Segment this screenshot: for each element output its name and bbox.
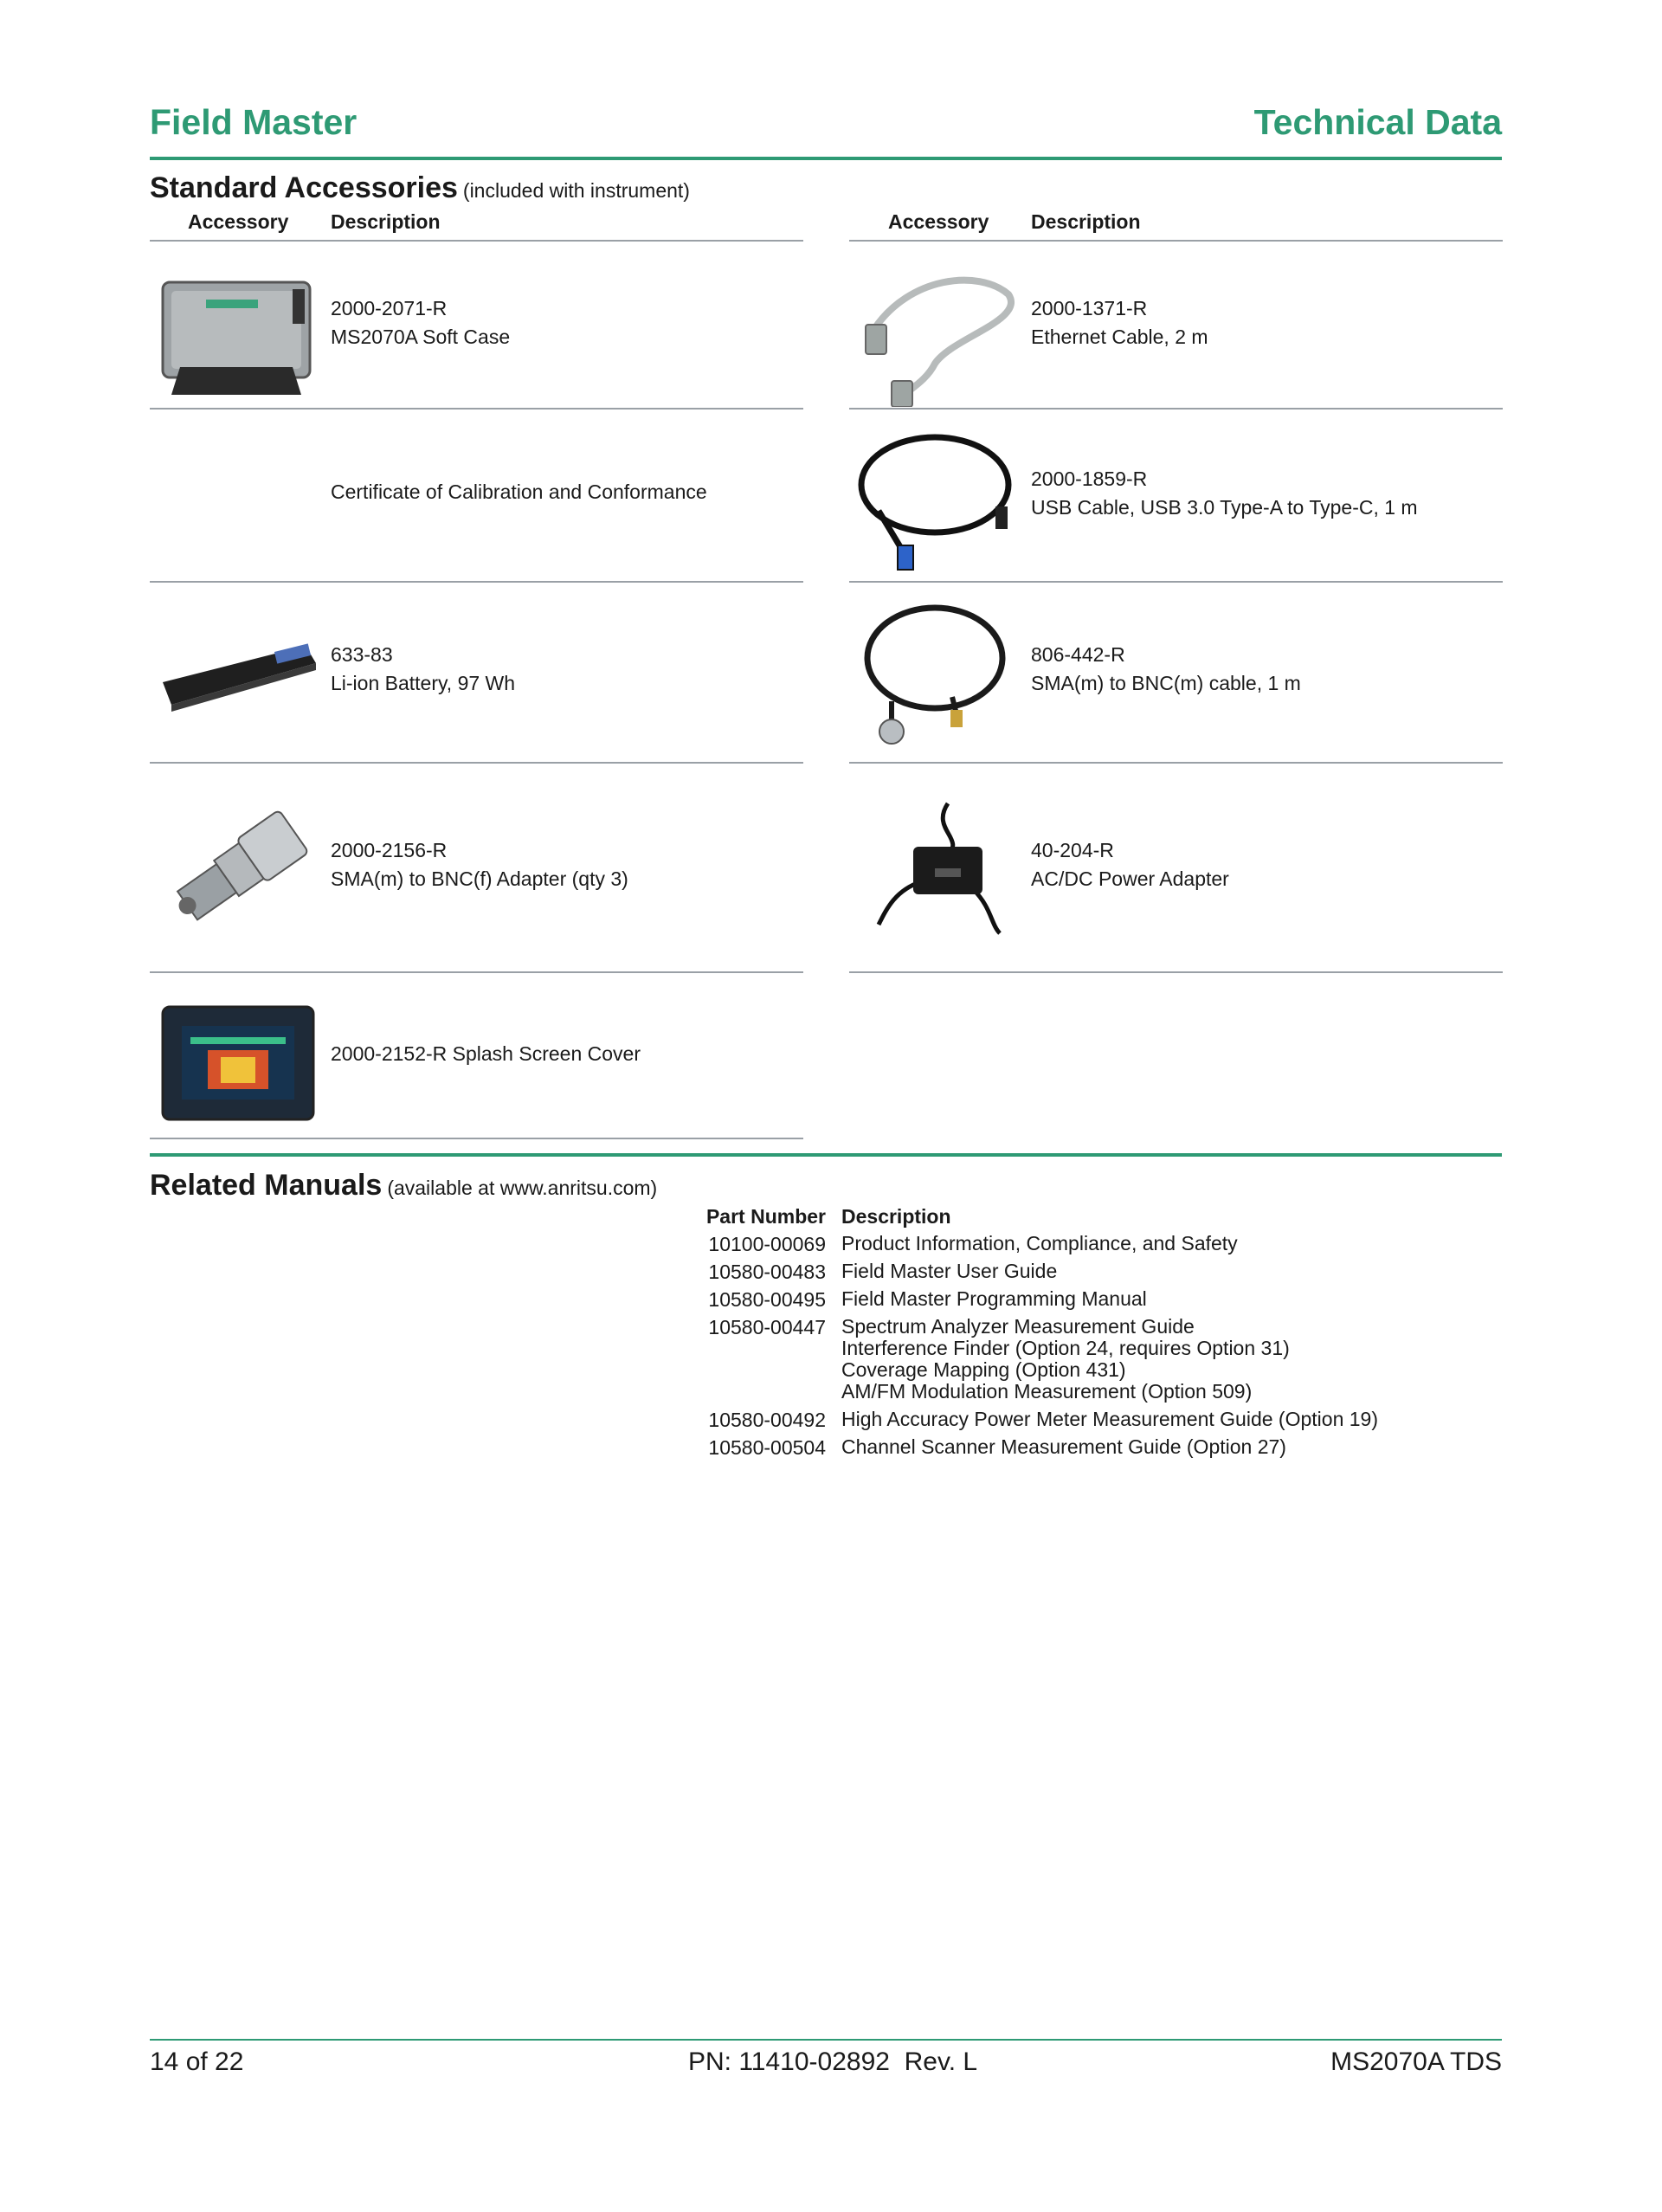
footer-doc-id: MS2070A TDS [1330, 2048, 1502, 2076]
manual-row-4-desc [841, 1316, 1290, 1403]
left-row-2-desc: Certificate of Calibration and Conformance [331, 480, 707, 503]
right-row-4-part: 40-204-R [1031, 839, 1114, 861]
header-right-title: Technical Data [1253, 102, 1502, 142]
manual-row-1-pn: 10100-00069 [708, 1233, 826, 1255]
coax-cable-image [857, 597, 1021, 745]
manuals-subtitle: (available at www.anritsu.com) [387, 1177, 658, 1199]
left-row-2-rule [150, 581, 803, 583]
manual-row-3-pn: 10580-00495 [708, 1288, 826, 1311]
left-row-4-desc: SMA(m) to BNC(f) Adapter (qty 3) [331, 867, 628, 890]
left-row-3-rule [150, 762, 803, 764]
left-row-3-text [331, 641, 515, 698]
right-row-3-part: 806-442-R [1031, 643, 1125, 666]
right-row-1-rule [849, 408, 1503, 410]
right-row-2-desc: USB Cable, USB 3.0 Type-A to Type-C, 1 m [1031, 496, 1418, 519]
ethernet-cable-image [857, 260, 1021, 407]
footer-page-number: 14 of 22 [150, 2048, 244, 2076]
right-row-4-desc: AC/DC Power Adapter [1031, 867, 1229, 890]
section-rule [150, 1153, 1502, 1157]
right-row-3-text [1031, 641, 1301, 698]
manual-row-4-line-2: Interference Finder (Option 24, requires Option 31) [841, 1337, 1290, 1359]
manual-row-6-pn: 10580-00504 [708, 1436, 826, 1459]
right-row-3-rule [849, 762, 1503, 764]
power-adapter-image [861, 795, 1026, 942]
battery-image [158, 615, 323, 762]
left-col-description-header: Description [331, 210, 441, 233]
right-row-3-desc: SMA(m) to BNC(m) cable, 1 m [1031, 672, 1301, 694]
right-row-1-text [1031, 294, 1208, 351]
manuals-col-part-header: Part Number [705, 1205, 826, 1228]
left-row-1-desc: MS2070A Soft Case [331, 326, 511, 348]
left-row-1-rule [150, 408, 803, 410]
usb-cable-image [853, 424, 1017, 571]
left-row-4-text [331, 836, 628, 893]
right-row-1-part: 2000-1371-R [1031, 297, 1148, 319]
left-row-5-desc: 2000-2152-R Splash Screen Cover [331, 1042, 641, 1065]
right-row-2-rule [849, 581, 1503, 583]
right-row-4-text [1031, 836, 1229, 893]
manual-row-4-line-3: Coverage Mapping (Option 431) [841, 1358, 1126, 1381]
right-table-header-rule [849, 240, 1503, 242]
accessories-title: Standard Accessories [150, 171, 458, 204]
footer-rule [150, 2039, 1502, 2041]
left-table-header-rule [150, 240, 803, 242]
left-col-accessory-header: Accessory [188, 210, 289, 233]
left-row-4-rule [150, 971, 803, 973]
header-rule [150, 157, 1502, 160]
right-row-1-desc: Ethernet Cable, 2 m [1031, 326, 1208, 348]
manual-row-5-desc: High Accuracy Power Meter Measurement Guide (Option 19) [841, 1408, 1378, 1430]
left-row-5-text [331, 1040, 641, 1068]
left-row-3-desc: Li-ion Battery, 97 Wh [331, 672, 516, 694]
right-col-description-header: Description [1031, 210, 1141, 233]
right-col-accessory-header: Accessory [888, 210, 989, 233]
manual-row-4-line-4: AM/FM Modulation Measurement (Option 509) [841, 1380, 1253, 1403]
header-left-title: Field Master [150, 102, 358, 142]
manual-row-4-line-1: Spectrum Analyzer Measurement Guide [841, 1315, 1195, 1338]
footer-part-number: PN: 11410-02892 Rev. L [688, 2048, 978, 2076]
soft-case-image [154, 265, 319, 412]
manual-row-6-desc: Channel Scanner Measurement Guide (Option 27) [841, 1435, 1286, 1458]
manual-row-5-pn: 10580-00492 [708, 1409, 826, 1431]
manual-row-2-desc: Field Master User Guide [841, 1260, 1058, 1282]
adapter-image [158, 795, 323, 942]
left-row-5-rule [150, 1138, 803, 1139]
manual-row-2-pn: 10580-00483 [708, 1261, 826, 1283]
left-row-4-part: 2000-2156-R [331, 839, 448, 861]
right-row-2-text [1031, 465, 1418, 522]
left-row-1-part: 2000-2071-R [331, 297, 448, 319]
right-row-2-part: 2000-1859-R [1031, 468, 1148, 490]
splash-cover-image [156, 990, 320, 1137]
manual-row-4-pn: 10580-00447 [708, 1316, 826, 1338]
manual-row-3-desc: Field Master Programming Manual [841, 1287, 1147, 1310]
manuals-heading [150, 1169, 657, 1203]
manuals-col-description-header: Description [841, 1205, 951, 1228]
manuals-title: Related Manuals [150, 1169, 383, 1202]
left-row-3-part: 633-83 [331, 643, 393, 666]
left-row-2-text [331, 478, 707, 506]
manual-row-1-desc: Product Information, Compliance, and Safety [841, 1232, 1238, 1254]
accessories-heading [150, 171, 690, 205]
left-row-1-text [331, 294, 510, 351]
right-row-4-rule [849, 971, 1503, 973]
accessories-subtitle: (included with instrument) [462, 179, 690, 202]
